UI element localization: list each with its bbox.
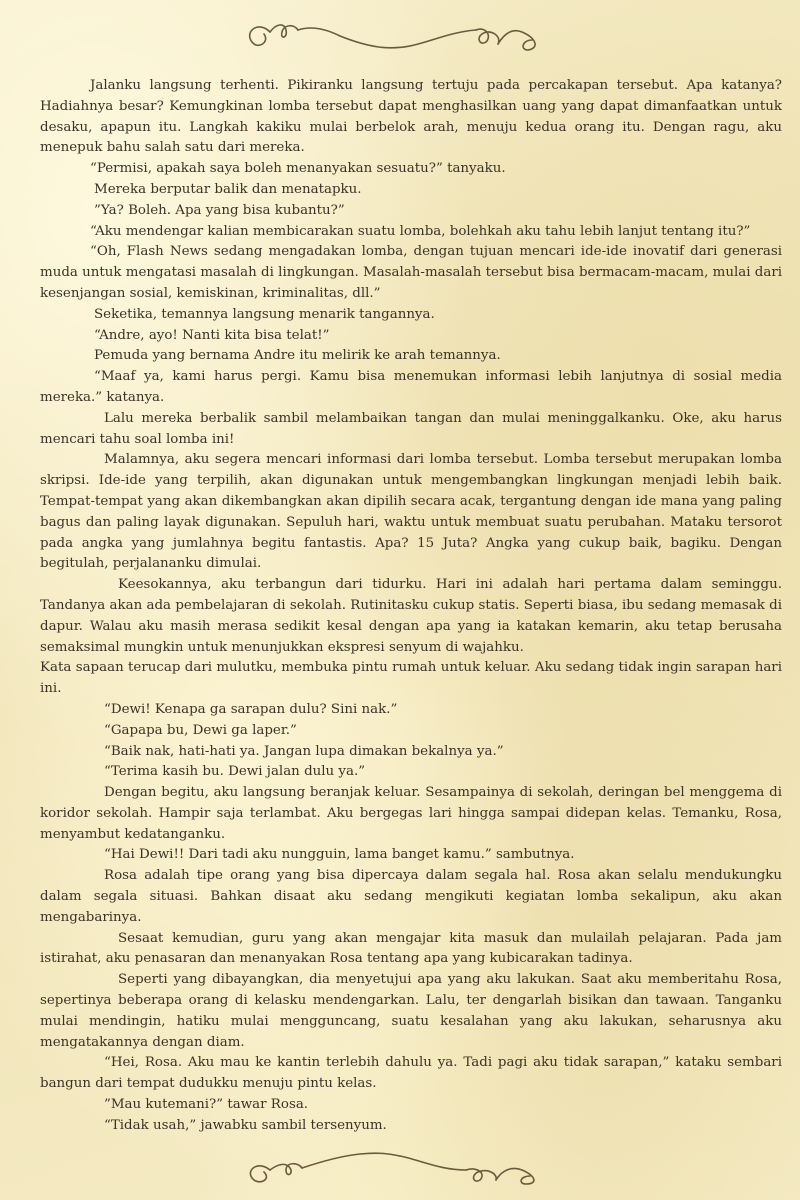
paragraph: “Hai Dewi!! Dari tadi aku nungguin, lama banget kamu.” sambutnya. <box>104 847 575 863</box>
paragraph: Dengan begitu, aku langsung beranjak keluar. Sesampainya di sekolah, deringan bel menggema di koridor sekolah. Hampir saja terlambat. Aku bergegas lari hingga sampai didepan kelas. Temanku, Rosa, menyambut kedatanganku. <box>40 785 782 842</box>
paragraph: Lalu mereka berbalik sambil melambaikan tangan dan mulai meninggalkanku. Oke, aku harus mencari tahu soal lomba ini! <box>40 410 782 447</box>
paragraph: “Hei, Rosa. Aku mau ke kantin terlebih dahulu ya. Tadi pagi aku tidak sarapan,” kataku sembari bangun dari tempat dudukku menuju pintu kelas. <box>40 1055 782 1092</box>
paragraph: “Tidak usah,” jawabku sambil tersenyum. <box>104 1117 387 1133</box>
paragraph: “Dewi! Kenapa ga sarapan dulu? Sini nak.” <box>104 701 398 717</box>
flourish-divider-icon <box>240 1140 560 1188</box>
paragraph: “Andre, ayo! Nanti kita bisa telat!” <box>94 327 330 343</box>
paragraph: Sesaat kemudian, guru yang akan mengajar kita masuk dan mulailah pelajaran. Pada jam istirahat, aku penasaran dan menanyakan Rosa tentang apa yang kubicarakan tadinya. <box>40 930 782 967</box>
paragraph: “Baik nak, hati-hati ya. Jangan lupa dimakan bekalnya ya.” <box>104 743 504 759</box>
paragraph: Rosa adalah tipe orang yang bisa dipercaya dalam segala hal. Rosa akan selalu mendukungku dalam segala situasi. Bahkan disaat aku sedang mengikuti kegiatan lomba sekalipun, aku akan mengabarinya. <box>40 868 782 925</box>
paragraph: “Gapapa bu, Dewi ga laper.” <box>104 722 297 738</box>
paragraph: Mereka berputar balik dan menatapku. <box>94 181 362 197</box>
paragraph: Keesokannya, aku terbangun dari tidurku. Hari ini adalah hari pertama dalam seminggu. Tandanya akan ada pembelajaran di sekolah. Rutinitasku cukup statis. Seperti biasa, ibu sedang memasak di dapur. Walau aku masih merasa sedikit kesal dengan apa yang ia katakan kemarin, aku tetap berusaha semaksimal mungkin untuk menunjukkan ekspresi senyum di wajahku. <box>40 577 782 655</box>
paragraph: “Aku mendengar kalian membicarakan suatu lomba, bolehkah aku tahu lebih lanjut tentang itu?” <box>90 223 751 239</box>
paragraph: ”Mau kutemani?” tawar Rosa. <box>104 1097 309 1113</box>
story-text <box>40 76 782 1137</box>
paragraph: “Permisi, apakah saya boleh menanyakan sesuatu?” tanyaku. <box>90 161 506 177</box>
paragraph: “Terima kasih bu. Dewi jalan dulu ya.” <box>104 764 366 780</box>
paragraph: “Maaf ya, kami harus pergi. Kamu bisa menemukan informasi lebih lanjutnya di sosial media mereka.” katanya. <box>40 369 782 405</box>
paragraph: ”Ya? Boleh. Apa yang bisa kubantu?” <box>94 202 345 218</box>
paragraph: Seperti yang dibayangkan, dia menyetujui apa yang aku lakukan. Saat aku memberitahu Rosa, sepertinya beberapa orang di kelasku mendengarkan. Lalu, ter dengarlah bisikan dan tawaan. Tanganku mulai mendingin, hatiku mulai mengguncang, suatu kesalahan yang aku lakukan, seharusnya aku mengatakannya dengan diam. <box>40 972 782 1050</box>
paragraph: Seketika, temannya langsung menarik tangannya. <box>94 306 435 322</box>
bottom-ornament <box>0 1140 800 1196</box>
paragraph: Pemuda yang bernama Andre itu melirik ke arah temannya. <box>94 348 501 364</box>
paragraph: Kata sapaan terucap dari mulutku, membuka pintu rumah untuk keluar. Aku sedang tidak ingin sarapan hari ini. <box>40 660 782 697</box>
flourish-divider-icon <box>240 6 560 54</box>
paragraph: Jalanku langsung terhenti. Pikiranku langsung tertuju pada percakapan tersebut. Apa katanya? Hadiahnya besar? Kemungkinan lomba tersebut dapat menghasilkan uang yang dapat dimanfaatkan untuk desaku, apapun itu. Langkah kakiku mulai berbelok arah, menuju kedua orang itu. Dengan ragu, aku menepuk bahu salah satu dari mereka. <box>40 78 782 156</box>
paragraph: Malamnya, aku segera mencari informasi dari lomba tersebut. Lomba tersebut merupakan lomba skripsi. Ide-ide yang terpilih, akan digunakan untuk mengembangkan lingkungan menjadi lebih baik. Tempat-tempat yang akan dikembangkan akan dipilih secara acak, tergantung dengan ide mana yang paling bagus dan paling layak digunakan. Sepuluh hari, waktu untuk membuat suatu perubahan. Mataku tersorot pada angka yang jumlahnya begitu fantastis. Apa? 15 Juta? Angka yang cukup baik, bagiku. Dengan begitulah, perjalananku dimulai. <box>40 452 782 572</box>
top-ornament <box>0 6 800 62</box>
paragraph: “Oh, Flash News sedang mengadakan lomba, dengan tujuan mencari ide-ide inovatif dari generasi muda untuk mengatasi masalah di lingkungan. Masalah-masalah tersebut bisa bermacam-macam, mulai dari kesenjangan sosial, kemiskinan, kriminalitas, dll.” <box>40 244 782 301</box>
